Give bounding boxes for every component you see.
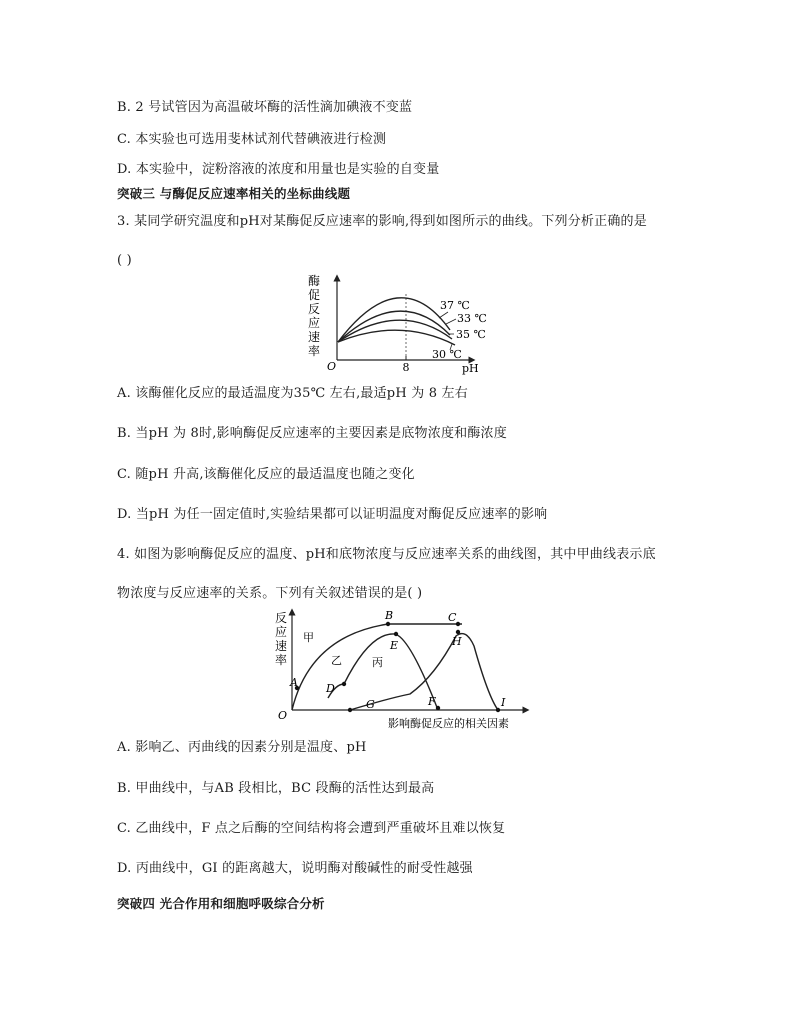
fig2-point-c: [456, 622, 460, 626]
fig1-ylabel-char: 率: [307, 344, 321, 358]
question-3-option-b: B. 当pH 为 8时,影响酶促反应速率的主要因素是底物浓度和酶浓度: [117, 426, 507, 441]
fig2-point-i: [496, 708, 500, 712]
fig2-point-e: [394, 632, 398, 636]
option-b-prev: B. 2 号试管因为高温破坏酶的活性滴加碘液不变蓝: [117, 100, 413, 115]
fig2-ylabel-char: 速: [274, 639, 288, 653]
fig1-label-37: 37 ℃: [440, 299, 470, 312]
fig2-points: [295, 622, 500, 712]
question-4-stem-1: 4. 如图为影响酶促反应的温度、pH和底物浓度与反应速率关系的曲线图，其中甲曲线表示底: [117, 547, 656, 562]
fig2-label-e: E: [390, 639, 399, 652]
fig1-xtick-label: 8: [402, 361, 410, 374]
figure-temperature-ph: [300, 272, 500, 376]
fig1-curve-33: [338, 311, 450, 342]
fig2-label-a: A: [290, 676, 298, 689]
section-heading-3: 突破三 与酶促反应速率相关的坐标曲线题: [117, 186, 351, 201]
fig1-label-30: 30 ℃: [432, 348, 462, 361]
fig2-xlabel: 影响酶促反应的相关因素: [388, 717, 509, 730]
fig1-label-33: 33 ℃: [457, 312, 487, 325]
fig1-origin: O: [327, 360, 337, 373]
question-4-option-d: D. 丙曲线中，GI 的距离越大，说明酶对酸碱性的耐受性越强: [117, 861, 473, 876]
fig2-ylabel-char: 反: [274, 611, 288, 625]
question-3-paren: ( ): [117, 253, 132, 268]
fig1-ylabel-char: 速: [307, 330, 321, 344]
fig2-point-d: [342, 682, 346, 686]
fig2-curve-labels: [303, 631, 383, 669]
fig2-label-bing: 丙: [372, 656, 383, 669]
fig2-ylabel: [275, 611, 287, 667]
section-heading-4: 突破四 光合作用和细胞呼吸综合分析: [117, 896, 325, 911]
fig2-ylabel-char: 应: [274, 625, 288, 639]
fig2-origin: O: [278, 709, 288, 722]
question-3-option-a: A. 该酶催化反应的最适温度为35℃ 左右,最适pH 为 8 左右: [117, 386, 468, 401]
fig2-point-h: [456, 630, 460, 634]
fig2-point-f: [436, 706, 440, 710]
fig1-ylabel-char: 反: [307, 302, 321, 316]
question-4-option-a: A. 影响乙、丙曲线的因素分别是温度、pH: [117, 740, 367, 755]
fig2-label-b: B: [385, 609, 394, 622]
fig2-point-b: [386, 622, 390, 626]
question-4-option-c: C. 乙曲线中，F 点之后酶的空间结构将会遭到严重破坏且难以恢复: [117, 821, 506, 836]
fig1-label-35: 35 ℃: [456, 328, 486, 341]
fig1-ylabel-char: 促: [307, 288, 321, 302]
question-4-stem-2: 物浓度与反应速率的关系。下列有关叙述错误的是( ): [117, 586, 423, 601]
fig1-leader: [446, 319, 456, 324]
fig1-xlabel: pH: [462, 362, 479, 375]
fig2-ylabel-char: 率: [274, 653, 288, 667]
fig1-ylabel: [308, 273, 320, 358]
fig2-label-i: I: [501, 696, 506, 709]
question-3-option-d: D. 当pH 为任一固定值时,实验结果都可以证明温度对酶促反应速率的影响: [117, 507, 548, 522]
fig1-curve-30: [338, 330, 455, 345]
fig1-curve-35: [338, 320, 452, 342]
fig1-leader: [439, 312, 448, 318]
figure-reaction-rate: [270, 606, 532, 734]
fig2-label-c: C: [448, 611, 457, 624]
option-c-prev: C. 本实验也可选用斐林试剂代替碘液进行检测: [117, 132, 387, 147]
fig2-label-jia: 甲: [303, 631, 314, 644]
fig1-ylabel-char: 酶: [307, 274, 321, 288]
fig2-label-g: G: [366, 698, 375, 711]
fig2-point-g: [348, 708, 352, 712]
fig2-label-d: D: [326, 682, 335, 695]
fig2-label-f: F: [428, 695, 436, 708]
question-3-stem: 3. 某同学研究温度和pH对某酶促反应速率的影响,得到如图所示的曲线。下列分析正确的是: [117, 214, 647, 229]
fig2-label-h: H: [452, 635, 462, 648]
question-3-option-c: C. 随pH 升高,该酶催化反应的最适温度也随之变化: [117, 467, 415, 482]
fig2-label-yi: 乙: [331, 654, 342, 667]
fig2-curve-yi: [328, 634, 438, 710]
question-4-option-b: B. 甲曲线中，与AB 段相比，BC 段酶的活性达到最高: [117, 781, 435, 796]
option-d-prev: D. 本实验中，淀粉溶液的浓度和用量也是实验的自变量: [117, 162, 440, 177]
fig1-ylabel-char: 应: [307, 316, 321, 330]
